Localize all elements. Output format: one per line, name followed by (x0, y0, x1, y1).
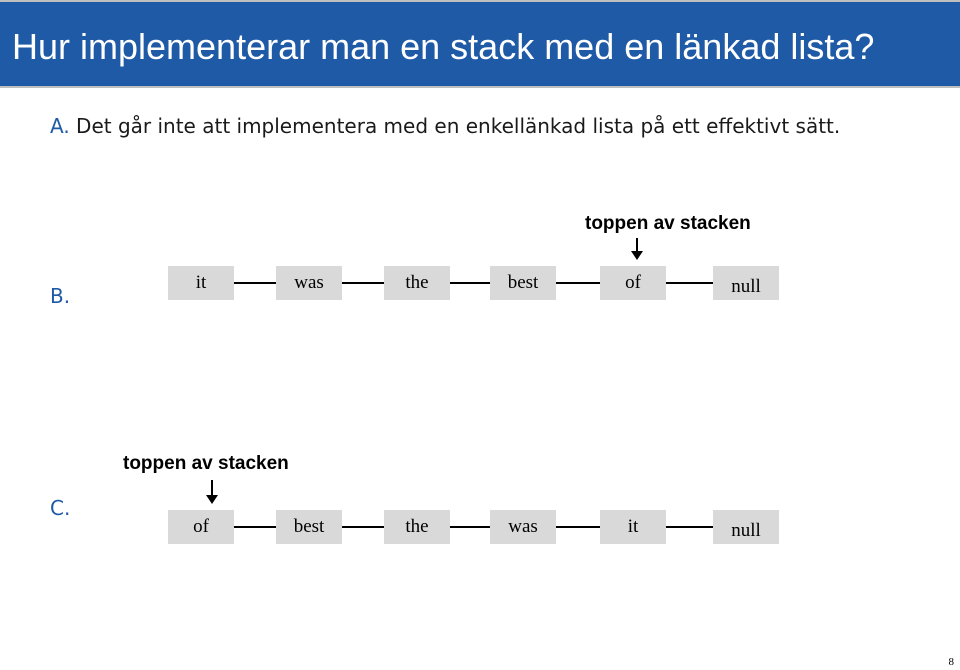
option-c-node-4: was (490, 510, 556, 544)
option-c-link-1 (234, 526, 276, 528)
option-c-node-null: null (713, 510, 779, 544)
title-bar (0, 0, 960, 88)
slide-title: Hur implementerar man en stack med en länkad lista? (12, 26, 875, 67)
option-b-link-4 (556, 282, 600, 284)
option-b-node-2: was (276, 266, 342, 300)
option-b-top-arrow-icon (630, 238, 644, 260)
option-b-letter: B. (50, 284, 71, 308)
option-b-caption: toppen av stacken (585, 213, 751, 234)
page-number: 8 (948, 656, 954, 668)
option-a-text: Det går inte att implementera med en enkellänkad lista på ett effektivt sätt. (76, 114, 841, 138)
option-c-link-4 (556, 526, 600, 528)
option-a (50, 112, 920, 141)
option-b-node-3: the (384, 266, 450, 300)
option-c-caption: toppen av stacken (123, 453, 289, 474)
option-c-top-arrow-icon (205, 480, 219, 504)
option-b-node-4: best (490, 266, 556, 300)
option-c-letter: C. (50, 496, 71, 520)
option-c-link-5 (666, 526, 713, 528)
option-c-node-5: it (600, 510, 666, 544)
option-c-link-2 (342, 526, 384, 528)
option-b-link-3 (450, 282, 490, 284)
option-c-node-2: best (276, 510, 342, 544)
option-b-node-5: of (600, 266, 666, 300)
option-b-link-1 (234, 282, 276, 284)
option-a-letter: A. (50, 114, 70, 138)
option-b-node-1: it (168, 266, 234, 300)
option-c-node-3: the (384, 510, 450, 544)
option-c-node-1: of (168, 510, 234, 544)
option-b-link-5 (666, 282, 713, 284)
option-b-node-null: null (713, 266, 779, 300)
option-b-link-2 (342, 282, 384, 284)
option-c-link-3 (450, 526, 490, 528)
